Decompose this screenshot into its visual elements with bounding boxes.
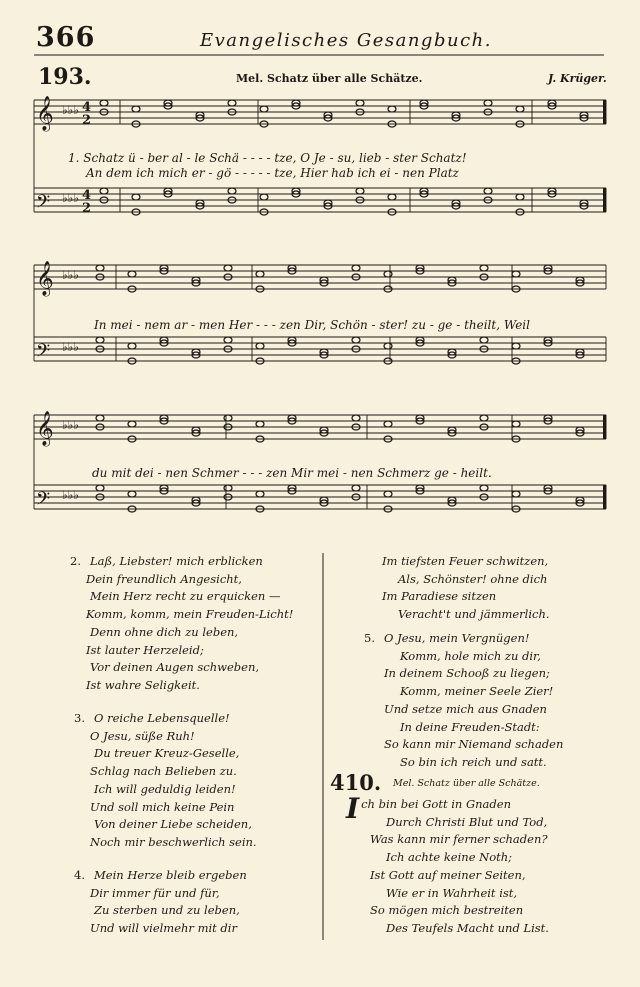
verse-line: Ist lauter Herzeleid;	[86, 642, 204, 657]
verse-line: Vor deinen Augen schweben,	[90, 660, 260, 675]
verse-line: Ich will geduldig leiden!	[94, 781, 236, 796]
running-header: Evangelisches Gesangbuch.	[200, 30, 492, 51]
verse-line: Im Paradiese sitzen	[382, 589, 497, 604]
time-signature-icon: 2	[82, 201, 92, 216]
note-head	[256, 421, 264, 427]
verse-3-number: 3.	[74, 711, 85, 725]
note-head	[96, 485, 104, 491]
verse-line: Dein freundlich Angesicht,	[86, 571, 242, 586]
bass-clef-icon: 𝄢	[36, 341, 51, 366]
treble-clef-icon: 𝄞	[36, 261, 54, 296]
verse-2	[70, 553, 320, 695]
hymn-410-number: 410.	[330, 770, 382, 795]
verse-line: So mögen mich bestreiten	[370, 903, 524, 918]
system1-lyrics-verse1: 1. Schatz ü - ber al - le Schä - - - - tze, O Je - su, lieb - ster Schatz!	[68, 151, 467, 165]
verse-line: Laß, Liebster! mich erblicken	[90, 554, 263, 568]
note-head	[228, 188, 236, 194]
note-head	[512, 343, 520, 349]
note-head	[516, 106, 524, 112]
verse-line: Und will vielmehr mit dir	[90, 921, 237, 936]
verse-line: O Jesu, süße Ruh!	[90, 728, 195, 743]
note-head	[480, 265, 488, 271]
note-head	[512, 491, 520, 497]
verse-line: Durch Christi Blut und Tod,	[386, 814, 548, 829]
note-head	[352, 265, 360, 271]
page-number: 366	[36, 22, 96, 53]
verse-line: Noch mir beschwerlich sein.	[90, 834, 257, 849]
note-head	[256, 271, 264, 277]
verse-line: Und setze mich aus Gnaden	[384, 701, 547, 716]
hymn-193-melody: Mel. Schatz über alle Schätze.	[236, 72, 423, 85]
hymn-410-melody: Mel. Schatz über alle Schätze.	[393, 778, 540, 789]
note-head	[128, 271, 136, 277]
final-barline	[603, 415, 606, 439]
verse-3	[74, 710, 324, 852]
final-barline	[603, 485, 606, 509]
verse-line: Zu sterben und zu leben,	[94, 903, 240, 918]
treble-clef-icon: 𝄞	[36, 96, 54, 131]
verse-line: Veracht't und jämmerlich.	[398, 607, 550, 622]
verse-line: Ich achte keine Noth;	[386, 850, 513, 865]
note-head	[224, 265, 232, 271]
verse-2-number: 2.	[70, 554, 81, 568]
hymn-410-text	[346, 792, 626, 938]
verse-line: Komm, komm, mein Freuden-Licht!	[86, 607, 294, 622]
drop-cap: I	[346, 792, 360, 825]
verse-line: Was kann mir ferner schaden?	[370, 832, 548, 847]
verse-line: Im tiefsten Feuer schwitzen,	[382, 554, 549, 568]
note-head	[512, 421, 520, 427]
note-head	[388, 106, 396, 112]
verse-line: Ist wahre Seligkeit.	[86, 677, 200, 692]
note-head	[356, 100, 364, 106]
verse-line: Wie er in Wahrheit ist,	[386, 885, 518, 900]
note-head	[96, 265, 104, 271]
note-head	[484, 100, 492, 106]
note-head	[352, 415, 360, 421]
key-signature-icon: ♭♭♭	[62, 268, 79, 282]
verse-line: Dir immer für und für,	[90, 885, 220, 900]
verse-line: So kann mir Niemand schaden	[384, 737, 564, 752]
key-signature-icon: ♭♭♭	[62, 191, 79, 205]
final-barline	[603, 100, 606, 124]
note-head	[384, 421, 392, 427]
verse-line: Des Teufels Macht und List.	[386, 920, 549, 935]
treble-clef-icon: 𝄞	[36, 411, 54, 446]
time-signature-icon: 4	[82, 100, 92, 115]
verse-5-number: 5.	[364, 631, 375, 645]
note-head	[484, 188, 492, 194]
note-head	[356, 188, 364, 194]
note-head	[388, 194, 396, 200]
verse-line: Und soll mich keine Pein	[90, 799, 235, 814]
note-head	[352, 485, 360, 491]
note-head	[384, 271, 392, 277]
note-head	[128, 421, 136, 427]
bass-clef-icon: 𝄢	[36, 489, 51, 514]
note-head	[260, 106, 268, 112]
time-signature-icon: 2	[82, 113, 92, 128]
verse-4-number: 4.	[74, 868, 85, 882]
note-head	[516, 194, 524, 200]
time-signature-icon: 4	[82, 188, 92, 203]
verse-line: Von deiner Liebe scheiden,	[94, 817, 252, 832]
system2-lyrics: In mei - nem ar - men Her - - - zen Dir, Schön - ster! zu - ge - theilt, Weil	[94, 318, 530, 332]
verse-4-continued	[382, 553, 632, 624]
verse-5	[364, 630, 624, 772]
system1-lyrics-verse1b: An dem ich mich er - gö - - - - - tze, Hier hab ich ei - nen Platz	[86, 166, 459, 180]
note-head	[480, 337, 488, 343]
note-head	[224, 485, 232, 491]
note-head	[100, 100, 108, 106]
verse-line: Komm, hole mich zu dir,	[400, 648, 541, 663]
note-head	[128, 343, 136, 349]
verse-line: In deine Freuden-Stadt:	[400, 719, 540, 734]
note-head	[512, 271, 520, 277]
verse-line: Schlag nach Belieben zu.	[90, 764, 237, 779]
verse-line: Denn ohne dich zu leben,	[90, 624, 239, 639]
note-head	[384, 491, 392, 497]
note-head	[132, 106, 140, 112]
note-head	[256, 343, 264, 349]
note-head	[224, 337, 232, 343]
note-head	[224, 415, 232, 421]
hymn-193-number: 193.	[38, 64, 92, 90]
note-head	[96, 415, 104, 421]
hymn-193-composer: J. Krüger.	[548, 72, 607, 85]
note-head	[480, 485, 488, 491]
verse-4	[74, 867, 324, 938]
verse-line: O reiche Lebensquelle!	[94, 711, 230, 725]
note-head	[260, 194, 268, 200]
verse-line: ch bin bei Gott in Gnaden	[361, 797, 511, 811]
bass-clef-icon: 𝄢	[36, 192, 51, 217]
note-head	[132, 194, 140, 200]
final-barline	[603, 188, 606, 212]
note-head	[128, 491, 136, 497]
note-head	[352, 337, 360, 343]
note-head	[96, 337, 104, 343]
verse-line: Du treuer Kreuz-Geselle,	[94, 746, 240, 761]
note-head	[256, 491, 264, 497]
key-signature-icon: ♭♭♭	[62, 103, 79, 117]
note-head	[100, 188, 108, 194]
verse-line: In deinem Schooß zu liegen;	[384, 666, 550, 681]
verse-line: Mein Herz recht zu erquicken —	[90, 589, 281, 604]
note-head	[480, 415, 488, 421]
verse-line: So bin ich reich und satt.	[400, 754, 547, 769]
note-head	[384, 343, 392, 349]
verse-line: O Jesu, mein Vergnügen!	[384, 631, 530, 645]
note-head	[228, 100, 236, 106]
key-signature-icon: ♭♭♭	[62, 488, 79, 502]
verse-line: Mein Herze bleib ergeben	[94, 868, 247, 882]
verse-line: Komm, meiner Seele Zier!	[400, 684, 554, 699]
key-signature-icon: ♭♭♭	[62, 418, 79, 432]
key-signature-icon: ♭♭♭	[62, 340, 79, 354]
system3-lyrics: du mit dei - nen Schmer - - - zen Mir mei - nen Schmerz ge - heilt.	[92, 466, 492, 480]
verse-line: Ist Gott auf meiner Seiten,	[370, 867, 526, 882]
verse-line: Als, Schönster! ohne dich	[398, 571, 548, 586]
